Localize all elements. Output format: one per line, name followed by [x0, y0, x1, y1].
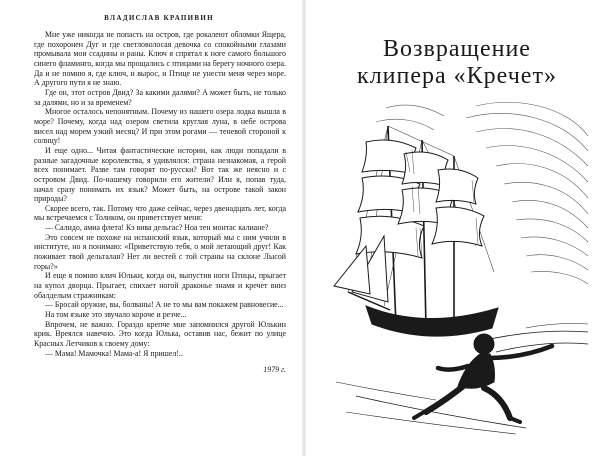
boy-figure [414, 334, 552, 422]
paragraph: — Салидо, амиа флета! Кэ вива дельгас? Ноа тен монтас калиане? [45, 223, 269, 233]
title-line: клипера «Кречет» [357, 63, 557, 89]
running-head: ВЛАДИСЛАВ КРАПИВИН [104, 14, 214, 22]
paragraph: Многое осталось непонятным. Почему из нашего озера лодка вышла в море? Почему, когда над озером светила круглая луна, в небе острова висел над морем узкий месяц? И при этом рогами — теневой стороной к солнцу! [34, 107, 286, 146]
paragraph: — Бросай оружие, вы, болваны! А не то мы вам покажем равновесие... [45, 300, 284, 310]
right-page [306, 0, 608, 456]
paragraph: Где он, этот остров Двид? За какими далями? А может быть, не только за далями, но и за временем? [34, 87, 286, 107]
ship-sails [334, 140, 484, 302]
paragraph: Впрочем, не важно. Гораздо крепче мне запомнился другой Юлькин крик. Вреялся навечно. Это когда Юлька, оставив нас, бежит по улице Красных Летчиков к своему дому: [34, 319, 286, 348]
ship-illustration [326, 96, 592, 436]
paragraph: — Мама! Мамочка! Мама-а! Я пришел!.. [45, 348, 183, 358]
paragraph: И еще одно... Читая фантастические истории, как люди попадали в разные загадочные королевства, я удивлялся: страна незнакомая, а герой всех понимает. Разве там говорят по-русски? Вот так же неясно и с островом Двид. По-нашему говорили его жители? Или я, попав туда, начал сразу понимать их язык? Может быть, на острове такой закон природы? [34, 145, 286, 204]
date-line: 1979 г. [263, 365, 286, 375]
paragraph: Мне уже никогда не попасть на остров, где рокалеют обломки Ящера, где похоронен Дуг и где светловолосая девочка со спокойными глазами промывала мои ссадины и раны. Ключ я спрятал к ноге самого большого синего фламинго, когда мы прощались с птицами на берегу ночного озера. Да и не помню я, где ключ, и вырос, и Птице не унести меня через море. А другого пути я не знаю. [34, 30, 286, 88]
chapter-title [326, 36, 588, 90]
text-block [34, 30, 286, 375]
paragraph: И еще я помню клич Юльки, когда он, выпустив ноги Птицы, прыгает на купол дворца. Прыгает, спихает ногой драконье знамя и кречет вниз обалделым стражникам: [34, 271, 286, 300]
title-line: Возвращение [383, 36, 531, 62]
paragraph: На том языке это звучало короче и резче... [45, 310, 187, 320]
paragraph: Это совсем не похоже на испанский язык, который мы с ним учили в институте, но я понимаю: «Приветствую тебя, о мой летающий друг! Как поживает твой дельталан? Нет ли вестей с той страны на склоне Лысой горы?» [34, 232, 286, 271]
paragraph: Скорее всего, так. Потому что даже сейчас, через двенадцать лет, когда мы встречаемся с Толиком, он приветствует меня: [34, 203, 286, 223]
ship-hull [366, 306, 498, 336]
